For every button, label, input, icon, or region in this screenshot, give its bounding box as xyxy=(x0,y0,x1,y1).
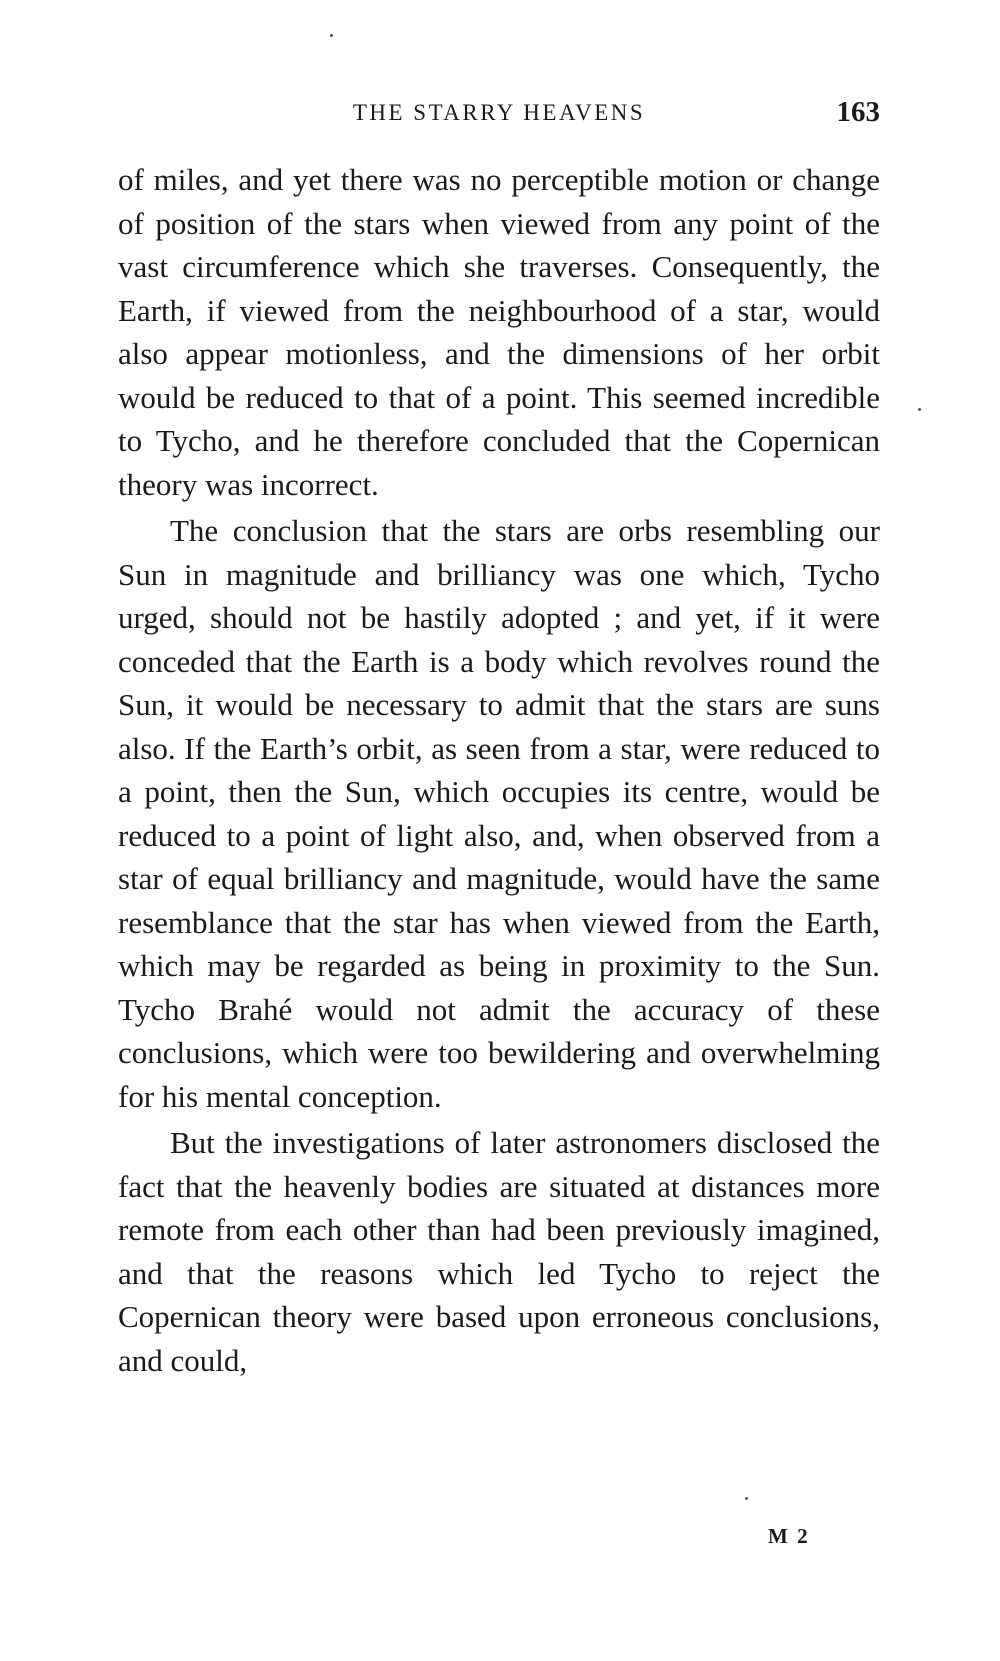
printer-signature-mark: M 2 xyxy=(768,1524,810,1548)
body-text xyxy=(118,158,880,1382)
page-number: 163 xyxy=(836,96,880,128)
paragraph: But the investigations of later astronomers disclosed the fact that the heavenly bodies are situated at distances more remote from each other than had been previously imagined, and that the reasons which led Tycho to reject the Copernican theory were based upon erroneous conclusions, and could, xyxy=(118,1125,880,1378)
paragraph-continued: of miles, and yet there was no perceptible motion or change of position of the stars when viewed from any point of the vast circumference which she traverses. Consequently, the Earth, if viewed from the neighbourhood of a star, would also appear motionless, and the dimensions of her orbit would be reduced to that of a point. This seemed incredible to Tycho, and he therefore concluded that the Copernican theory was incorrect. xyxy=(118,162,880,502)
paper-speck xyxy=(918,408,921,411)
running-title: THE STARRY HEAVENS xyxy=(352,100,646,125)
paper-speck xyxy=(330,34,333,37)
page-header xyxy=(118,96,880,132)
paper-speck xyxy=(745,1497,748,1500)
paragraph: The conclusion that the stars are orbs resembling our Sun in magnitude and brilliancy was one which, Tycho urged, should not be hastily adopted ; and yet, if it were conceded that the Earth is a body which revolves round the Sun, it would be necessary to admit that the stars are suns also. If the Earth’s orbit, as seen from a star, were reduced to a point, then the Sun, which occupies its centre, would be reduced to a point of light also, and, when observed from a star of equal brilliancy and magnitude, would have the same resemblance that the star has when viewed from the Earth, which may be regarded as being in proximity to the Sun. Tycho Brahé would not admit the accuracy of these conclusions, which were too bewildering and overwhelming for his mental conception. xyxy=(118,513,880,1114)
